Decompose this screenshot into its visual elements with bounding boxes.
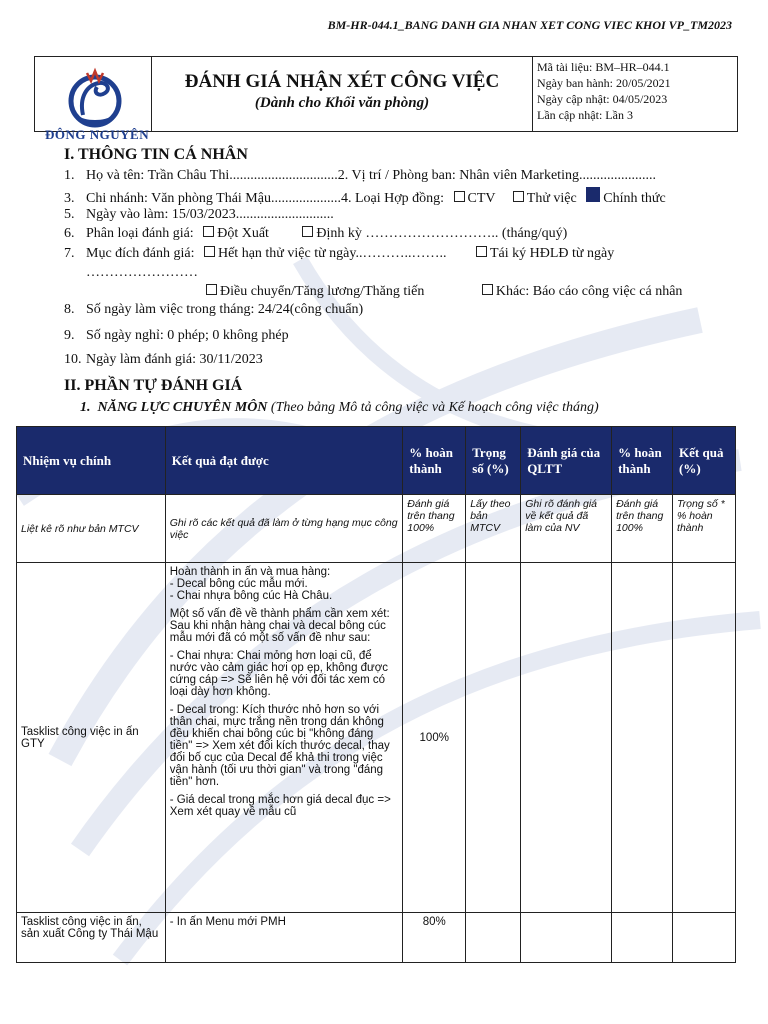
document-header	[34, 56, 738, 142]
ctv-checkbox[interactable]	[454, 191, 465, 202]
periodic-unit: (tháng/quý)	[501, 226, 568, 241]
col-header-score: Kết quả (%)	[673, 427, 736, 495]
score-cell	[673, 913, 736, 963]
adhoc-label: Đột Xuất	[217, 226, 269, 241]
document-meta	[533, 57, 737, 131]
guide-percent: Đánh giá trên thang 100%	[403, 495, 466, 563]
manager-percent-cell	[612, 563, 673, 913]
working-days-field: Số ngày làm việc trong tháng: 24/24(công chuẩn)	[86, 302, 364, 317]
subsection-number: 1.	[80, 400, 91, 415]
info-row-5	[64, 207, 334, 223]
official-label: Chính thức	[603, 191, 666, 206]
row-number: 8.	[64, 302, 75, 317]
review-date-field: Ngày làm đánh giá: 30/11/2023	[86, 352, 263, 367]
score-cell	[673, 563, 736, 913]
info-row-1	[64, 168, 656, 184]
guide-manager-percent: Đánh giá trên thang 100%	[612, 495, 673, 563]
meta-update-date: Ngày cập nhật: 04/05/2023	[537, 92, 668, 106]
col-header-manager-percent: % hoàn thành	[612, 427, 673, 495]
task-cell: Tasklist công việc in ấn, sản xuất Công ty Thái Mậu	[17, 913, 166, 963]
result-cell: - In ấn Menu mới PMH	[165, 913, 403, 963]
subsection-note: (Theo bảng Mô tả công việc và Kế hoạch công việc tháng)	[270, 400, 599, 415]
transfer-checkbox[interactable]	[206, 284, 217, 295]
col-header-manager-review: Đánh giá của QLTT	[521, 427, 612, 495]
row-number: 3.	[64, 191, 75, 206]
result-paragraph: Một số vấn đề về thành phẩm cần xem xét: Sau khi nhận hàng chai và decal bông cúc mẫu mới đã có một số vấn đề như sau:	[169, 608, 390, 644]
renew-contract-label: Tái ký HĐLĐ từ ngày	[490, 246, 615, 261]
position-field: 2. Vị trí / Phòng ban: Nhân viên Marketing......................	[337, 168, 656, 183]
row-number: 10.	[64, 352, 82, 367]
document-title: ĐÁNH GIÁ NHẬN XÉT CÔNG VIỆC	[184, 71, 500, 92]
info-row-3	[64, 187, 666, 207]
info-row-6	[64, 226, 567, 242]
result-paragraph: - Giá decal trong mắc hơn giá decal đục => Xem xét quay về mẫu cũ	[169, 794, 391, 818]
row-number: 9.	[64, 328, 75, 343]
col-header-percent: % hoàn thành	[403, 427, 466, 495]
title-box	[152, 57, 533, 131]
result-paragraph: Hoàn thành in ấn và mua hàng: - Decal bông cúc mẫu mới. - Chai nhựa bông cúc Hà Châu.	[169, 566, 333, 602]
other-label: Khác: Báo cáo công việc cá nhân	[495, 284, 683, 299]
weight-cell	[466, 913, 521, 963]
manager-review-cell	[521, 563, 612, 913]
full-name-field: Họ và tên: Trần Châu Thi...............................	[86, 168, 338, 183]
document-reference: BM-HR-044.1_BANG DANH GIA NHAN XET CONG VIEC KHOI VP_TM2023	[327, 18, 732, 32]
row-number: 5.	[64, 207, 75, 222]
dragon-emblem-icon	[35, 57, 151, 131]
purpose-label: Mục đích đánh giá:	[86, 246, 195, 261]
guide-result: Ghi rõ các kết quả đã làm ở từng hạng mục công việc	[165, 495, 403, 563]
renew-contract-checkbox[interactable]	[476, 246, 487, 257]
meta-issue-date: Ngày ban hành: 20/05/2021	[537, 76, 671, 90]
subsection-title	[80, 400, 599, 416]
logo-text: ĐÔNG NGUYÊN	[45, 127, 150, 142]
table-header-row	[17, 427, 736, 495]
subsection-name: NĂNG LỰC CHUYÊN MÔN	[97, 400, 268, 415]
guide-task: Liệt kê rõ như bản MTCV	[17, 495, 166, 563]
probation-label: Thử việc	[526, 191, 577, 206]
table-row	[17, 563, 736, 913]
table-guide-row	[17, 495, 736, 563]
adhoc-checkbox[interactable]	[203, 226, 214, 237]
percent-cell: 100%	[403, 563, 466, 913]
result-cell	[165, 563, 403, 913]
periodic-label: Định kỳ ………………………..	[316, 226, 499, 241]
document-subtitle: (Dành cho Khối văn phòng)	[254, 95, 430, 111]
purpose-dots: ……………………	[86, 265, 198, 280]
row-number: 1.	[64, 168, 75, 183]
section-2-title: II. PHẦN TỰ ĐÁNH GIÁ	[64, 377, 243, 394]
days-off-field: Số ngày nghỉ: 0 phép; 0 không phép	[86, 328, 289, 343]
info-row-10	[64, 352, 263, 368]
probation-end-checkbox[interactable]	[204, 246, 215, 257]
probation-end-label: Hết hạn thử việc từ ngày..………..……..	[217, 246, 447, 261]
meta-code: Mã tài liệu: BM–HR–044.1	[537, 60, 670, 74]
start-date-field: Ngày vào làm: 15/03/2023............................	[86, 207, 334, 222]
guide-manager-review: Ghi rõ đánh giá về kết quả đã làm của NV	[521, 495, 612, 563]
ctv-label: CTV	[467, 191, 496, 206]
result-paragraph: - Decal trong: Kích thước nhỏ hơn so với thân chai, mực trắng nền trong dán không đều khiến chai bông cúc bị "không đáng tiền" => Xem xét đổi kích thước decal, thay đổi bố cục của Decal để khả thi trong việc vận hành (tối ưu thời gian" và trong "đáng tiền" hơn.	[169, 704, 390, 788]
contract-type-label: 4. Loại Hợp đồng:	[340, 191, 445, 206]
info-row-9	[64, 328, 289, 344]
manager-review-cell	[521, 913, 612, 963]
probation-checkbox[interactable]	[513, 191, 524, 202]
task-cell: Tasklist công việc in ấn GTY	[17, 563, 166, 913]
company-logo	[35, 57, 152, 142]
weight-cell	[466, 563, 521, 913]
review-type-label: Phân loại đánh giá:	[86, 226, 194, 241]
manager-percent-cell	[612, 913, 673, 963]
percent-cell: 80%	[403, 913, 466, 963]
other-checkbox[interactable]	[482, 284, 493, 295]
info-row-7	[64, 246, 614, 262]
col-header-weight: Trọng số (%)	[466, 427, 521, 495]
guide-score: Trọng số * % hoàn thành	[673, 495, 736, 563]
result-paragraph: - Chai nhựa: Chai mỏng hơn loại cũ, để nước vào cảm giác hơi ọp ẹp, không được cứng cáp => Sẽ liên hệ với đối tác xem có loại dày hơn không.	[169, 650, 389, 698]
branch-field: Chi nhánh: Văn phòng Thái Mậu....................	[86, 191, 341, 206]
row-number: 6.	[64, 226, 75, 241]
official-checkbox[interactable]	[586, 187, 600, 202]
meta-revision: Lần cập nhật: Lần 3	[537, 108, 633, 122]
col-header-result: Kết quả đạt được	[165, 427, 403, 495]
transfer-label: Điều chuyển/Tăng lương/Thăng tiến	[220, 284, 425, 299]
section-1-title: I. THÔNG TIN CÁ NHÂN	[64, 146, 248, 163]
competency-table	[16, 426, 736, 963]
info-row-8	[64, 302, 363, 318]
periodic-checkbox[interactable]	[302, 226, 313, 237]
col-header-task: Nhiệm vụ chính	[17, 427, 166, 495]
guide-weight: Lấy theo bản MTCV	[466, 495, 521, 563]
row-number: 7.	[64, 246, 75, 261]
table-row	[17, 913, 736, 963]
info-row-7-cont	[200, 284, 682, 300]
